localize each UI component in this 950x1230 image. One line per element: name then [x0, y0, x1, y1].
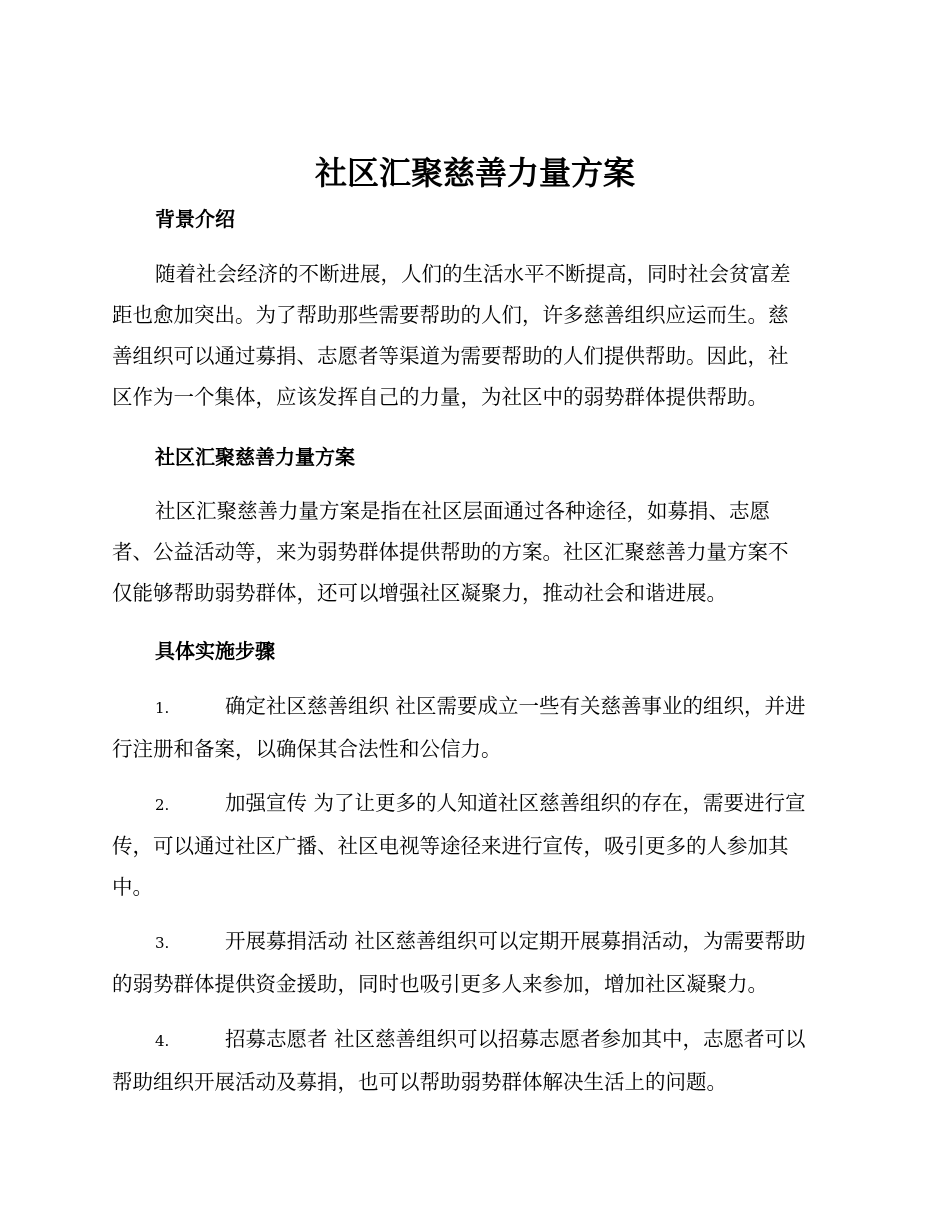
paragraph-line: 者、公益活动等，来为弱势群体提供帮助的方案。社区汇聚慈善力量方案不 — [112, 540, 789, 564]
list-item-text: 传，可以通过社区广播、社区电视等途径来进行宣传，吸引更多的人参加其 — [112, 834, 789, 858]
section-heading-steps: 具体实施步骤 — [155, 639, 275, 663]
paragraph-line: 仅能够帮助弱势群体，还可以增强社区凝聚力，推动社会和谐进展。 — [112, 581, 727, 605]
paragraph-line: 善组织可以通过募捐、志愿者等渠道为需要帮助的人们提供帮助。因此，社 — [112, 344, 789, 368]
list-number: 3. — [155, 934, 170, 952]
section-heading-plan: 社区汇聚慈善力量方案 — [155, 445, 355, 469]
list-number: 1. — [155, 699, 170, 717]
paragraph-line: 距也愈加突出。为了帮助那些需要帮助的人们，许多慈善组织应运而生。慈 — [112, 303, 789, 327]
paragraph-plan — [112, 491, 842, 614]
list-item-step-4 — [112, 1019, 842, 1103]
list-item-step-3 — [112, 921, 842, 1005]
list-item-text: 中。 — [112, 875, 153, 899]
list-item-text: 确定社区慈善组织 社区需要成立一些有关慈善事业的组织，并进 — [225, 694, 806, 718]
list-item-text: 行注册和备案，以确保其合法性和公信力。 — [112, 737, 502, 761]
list-item-step-2 — [112, 783, 842, 908]
list-number: 2. — [155, 796, 170, 814]
section-heading-background: 背景介绍 — [155, 207, 235, 231]
list-item-text: 的弱势群体提供资金援助，同时也吸引更多人来参加，增加社区凝聚力。 — [112, 972, 768, 996]
paragraph-line: 社区汇聚慈善力量方案是指在社区层面通过各种途径，如募捐、志愿 — [155, 499, 770, 523]
list-number: 4. — [155, 1032, 170, 1050]
list-item-text: 帮助组织开展活动及募捐，也可以帮助弱势群体解决生活上的问题。 — [112, 1070, 727, 1094]
list-item-text: 开展募捐活动 社区慈善组织可以定期开展募捐活动，为需要帮助 — [225, 929, 806, 953]
paragraph-background — [112, 254, 842, 418]
list-item-text: 加强宣传 为了让更多的人知道社区慈善组织的存在，需要进行宣 — [225, 791, 806, 815]
document-title: 社区汇聚慈善力量方案 — [314, 154, 635, 192]
list-item-step-1 — [112, 686, 842, 770]
paragraph-line: 随着社会经济的不断进展，人们的生活水平不断提高，同时社会贫富差 — [155, 262, 791, 286]
list-item-text: 招募志愿者 社区慈善组织可以招募志愿者参加其中，志愿者可以 — [225, 1027, 806, 1051]
paragraph-line: 区作为一个集体，应该发挥自己的力量，为社区中的弱势群体提供帮助。 — [112, 385, 768, 409]
